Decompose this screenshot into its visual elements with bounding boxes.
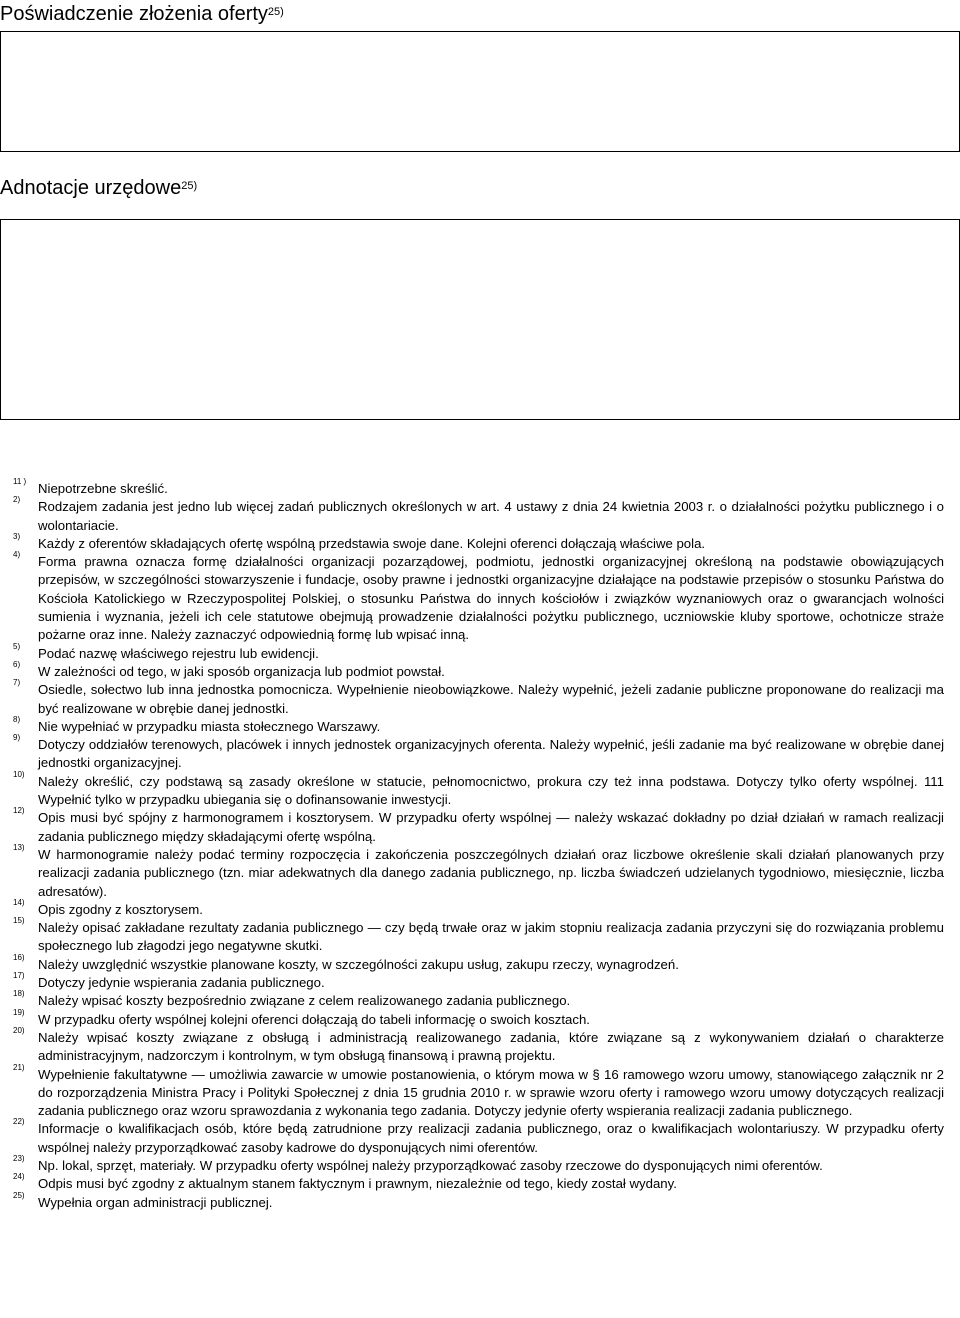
footnote-22-mark: 22) [13,1117,25,1127]
footnote-22 [0,1117,944,1157]
footnote-12-mark: 12) [13,806,25,816]
footnote-2 [0,495,944,535]
footnote-6-mark: 6) [13,659,21,669]
footnote-14-mark: 14) [13,897,25,907]
footnote-12 [0,806,944,846]
footnote-1-mark: 11 ) [13,477,27,486]
footnote-5 [0,641,944,663]
footnote-7-text: Osiedle, sołectwo lub inna jednostka pomocnicza. Wypełnienie nieobowiązkowe. Należy wypełnić, jeżeli zadanie publiczne proponowane do realizacji ma być realizowane w obrębie danej jednostki. [38,682,944,716]
footnote-8-text: Nie wypełniać w przypadku miasta stołecznego Warszawy. [38,718,381,734]
footnote-8 [0,714,944,736]
footnote-22-text: Informacje o kwalifikacjach osób, które będą zatrudnione przy realizacji zadania publicznego, oraz o kwalifikacjach wolontariuszy. W przypadku oferty wspólnej należy przyporządkować zasoby kadrowe do dysponujących nimi oferentów. [38,1121,944,1155]
footnote-16 [0,952,944,974]
footnote-20 [0,1025,944,1066]
section-title-receipt [0,2,284,26]
section-title-official-notes [0,176,197,200]
footnote-2-mark: 2) [13,495,21,505]
footnote-1 [0,477,944,498]
footnote-17-text: Dotyczy jedynie wspierania zadania publicznego. [38,975,325,991]
footnote-6-text: W zależności od tego, w jaki sposób organizacja lub podmiot powstał. [38,663,445,679]
footnote-21 [0,1062,944,1121]
footnote-15-mark: 15) [13,916,25,926]
footnote-18-text: Należy wpisać koszty bezpośrednio związane z celem realizowanego zadania publicznego. [38,993,571,1009]
footnote-13-text: W harmonogramie należy podać terminy rozpoczęcia i zakończenia poszczególnych działań oraz liczbowe określenie skali działań planowanych przy realizacji zadania publicznego (tzn. miar adekwatnych dla danego zadania publicznego, np. liczba świadczeń udzielanych tygodniowo, miesięcznie, liczba adresatów). [38,846,944,899]
footnote-23 [0,1153,944,1175]
footnote-25-mark: 25) [13,1190,25,1200]
footnote-21-mark: 21) [13,1062,25,1072]
footnote-4-mark: 4) [13,550,21,560]
footnote-25 [0,1190,944,1212]
footnote-10-mark: 10) [13,769,25,779]
footnote-18-mark: 18) [13,989,25,999]
footnote-3-text: Każdy z oferentów składających ofertę wspólną przedstawia swoje dane. Kolejni oferenci dołączają właściwe pola. [38,535,706,551]
footnote-9-text: Dotyczy oddziałów terenowych, placówek i innych jednostek organizacyjnych oferenta. Należy wypełnić, jeśli zadanie ma być realizowane w obrębie danej jednostki organizacyjnej. [38,737,944,771]
footnote-19 [0,1007,944,1029]
footnote-12-text: Opis musi być spójny z harmonogramem i kosztorysem. W przypadku oferty wspólnej — należy wskazać dokładny po dział działań w ramach realizacji zadania publicznego między składającymi ofertę wspólną. [38,810,944,844]
footnote-16-text: Należy uwzględnić wszystkie planowane koszty, w szczególności zakupu usług, zakupu rzeczy, wynagrodzeń. [38,956,679,972]
footnote-23-mark: 23) [13,1153,25,1163]
section-title-official-notes-text: Adnotacje urzędowe [0,177,182,199]
footnote-24-text: Odpis musi być zgodny z aktualnym stanem faktycznym i prawnym, niezależnie od tego, kiedy został wydany. [38,1176,677,1192]
footnote-10-text: Należy określić, czy podstawą są zasady określone w statucie, pełnomocnictwo, prokura czy też inna podstawa. Dotyczy tylko oferty wspólnej. 111 Wypełnić tylko w przypadku ubiegania się o dofinansowanie inwestycji. [38,773,944,808]
footnote-4-text: Forma prawna oznacza formę działalności organizacji pozarządowej, podmiotu, jednostki organizacyjnej określoną na podstawie obowiązujących przepisów, w szczególności stowarzyszenie i fundacje, osoby prawne i jednostki organizacyjne działające na podstawie przepisów o stosunku Państwa do Kościoła Katolickiego w Rzeczypospolitej Polskiej, o stosunku Państwa do innych kościołów i związków wyznaniowych oraz o gwarancjach wolności sumienia i wyznania, jeżeli ich cele statutowe obejmują prowadzenie działalności pożytku publicznego, uczniowskie kluby sportowe, ochotnicze straże pożarne oraz inne. Należy zaznaczyć odpowiednią formę lub wpisać inną. [38,554,944,643]
footnote-9-mark: 9) [13,733,21,743]
footnote-9 [0,733,944,773]
section-title-receipt-sup: 25) [267,6,284,18]
footnote-19-mark: 19) [13,1007,25,1017]
footnote-20-text: Należy wpisać koszty związane z obsługą i administracją realizowanego zadania, które związane są z wykonywaniem działań o charakterze administracyjnym, nadzorczym i kontrolnym, w tym obsługą finansową i prawną projektu. [38,1029,944,1064]
footnote-17-mark: 17) [13,971,25,981]
footnote-24-mark: 24) [13,1172,25,1182]
receipt-box [0,31,960,152]
footnote-7 [0,678,944,718]
footnote-25-text: Wypełnia organ administracji publicznej. [38,1194,273,1210]
footnote-24 [0,1172,944,1193]
footnote-14-text: Opis zgodny z kosztorysem. [38,901,203,917]
footnote-10 [0,769,944,810]
footnote-7-mark: 7) [13,678,21,688]
footnote-14 [0,897,944,919]
section-title-official-notes-sup: 25) [181,180,198,192]
section-title-receipt-text: Poświadczenie złożenia oferty [0,3,268,25]
footnote-3-mark: 3) [13,531,21,541]
footnote-20-mark: 20) [13,1025,25,1035]
footnote-8-mark: 8) [13,714,21,724]
footnote-17 [0,971,944,992]
official-notes-box [0,219,960,420]
footnote-1-text: Niepotrzebne skreślić. [38,481,168,496]
footnote-3 [0,531,944,553]
footnote-5-text: Podać nazwę właściwego rejestru lub ewidencji. [38,645,319,661]
footnote-4 [0,550,944,644]
footnote-15-text: Należy opisać zakładane rezultaty zadania publicznego — czy będą trwałe oraz w jakim stopniu realizacja zadania przyczyni się do rozwiązania problemu społecznego lub złagodzi jego negatywne skutki. [38,920,944,954]
footnotes-list [0,477,944,1212]
footnote-6 [0,659,944,681]
footnote-2-text: Rodzajem zadania jest jedno lub więcej zadań publicznych określonych w art. 4 ustawy z dnia 24 kwietnia 2003 r. o działalności pożytku publicznego i o wolontariacie. [38,499,944,533]
footnote-5-mark: 5) [13,641,21,651]
footnote-19-text: W przypadku oferty wspólnej kolejni oferenci dołączają do tabeli informację o swoich kosztach. [38,1011,590,1027]
footnote-13-mark: 13) [13,842,25,852]
footnote-23-text: Np. lokal, sprzęt, materiały. W przypadku oferty wspólnej należy przyporządkować zasoby rzeczowe do dysponujących nimi oferentów. [38,1157,823,1173]
footnote-13 [0,842,944,901]
footnote-15 [0,916,944,956]
footnote-16-mark: 16) [13,952,25,962]
footnote-18 [0,989,944,1010]
footnote-21-text: Wypełnienie fakultatywne — umożliwia zawarcie w umowie postanowienia, o którym mowa w § 16 ramowego wzoru umowy, stanowiącego załącznik nr 2 do rozporządzenia Ministra Pracy i Polityki Społecznej z dnia 15 grudnia 2010 r. w sprawie wzoru oferty i ramowego wzoru umowy dotyczących realizacji zadania publicznego oraz wzoru sprawozdania z wykonania tego zadania. Dotyczy jedynie oferty wspierania realizacji zadania publicznego. [38,1066,944,1119]
